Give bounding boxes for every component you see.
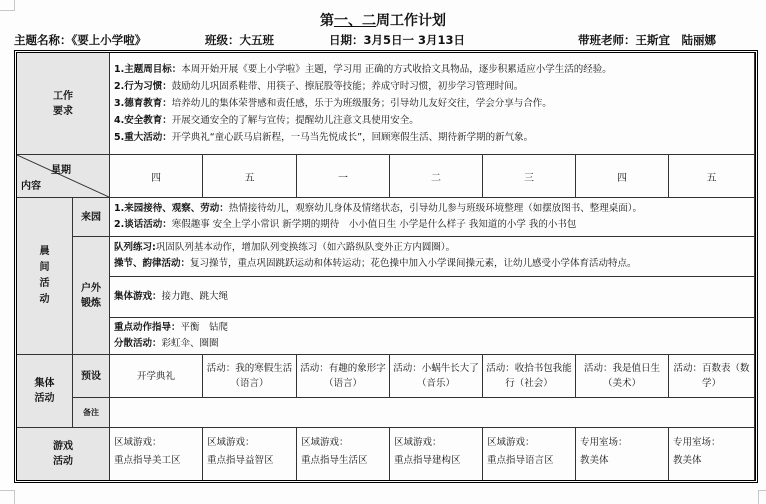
theme-value: 《要上小学啦》	[71, 33, 147, 47]
line-text: 热情接待幼儿，观察幼儿身体及情绪状态，引导幼儿参与班级环境整理（如摆放图书、整理桌面）。	[228, 203, 642, 214]
game-type: 区域游戏：	[301, 437, 349, 448]
group-activity-cell: 活动：我是值日生（美术）	[576, 355, 669, 398]
game-type: 区域游戏：	[207, 437, 255, 448]
date-value: 3月5日一 3月13日	[363, 33, 466, 47]
group-activity-cell: 活动：收拾书包我能行（社会）	[483, 355, 576, 398]
weekday-header: 二	[390, 155, 483, 198]
class-value: 大五班	[239, 33, 274, 47]
theme-label: 主题名称：	[14, 33, 72, 47]
content-line	[114, 289, 228, 305]
group-activity-cell: 活动：小蜗牛长大了（音乐）	[390, 355, 483, 398]
date-field	[329, 32, 465, 48]
document-title	[0, 10, 766, 30]
note-content[interactable]	[110, 398, 755, 428]
title-suffix: 周工作计划	[376, 13, 446, 29]
class-field	[205, 32, 274, 48]
game-focus: 重点指导建构区	[394, 455, 461, 466]
game-focus: 重点指导语言区	[487, 455, 554, 466]
content-line	[114, 95, 750, 112]
plan-table	[14, 50, 758, 483]
group-activity-cell: 活动：百数表（数学）	[669, 355, 755, 398]
line-heading: 队列练习:	[114, 242, 156, 253]
crop-mark-bottom-right	[758, 490, 766, 504]
content-line	[114, 61, 750, 78]
weekday-header: 五	[203, 155, 297, 198]
game-focus: 重点指导美工区	[114, 455, 181, 466]
requirements-label: 工作 要求	[17, 53, 110, 155]
week-header-label: 星期	[51, 165, 71, 176]
teacher-field	[578, 32, 716, 48]
line-heading: 2.谈话活动：	[114, 219, 172, 230]
line-text: 培养幼儿的集体荣誉感和责任感，乐于为班级服务；引导幼儿友好交往，学会分享与合作。	[171, 98, 552, 109]
content-line	[114, 78, 750, 95]
game-type: 专用室场：	[580, 437, 628, 448]
line-text: 本周开始开展《要上小学啦》主题，学习用 正确的方式收拾文具物品，逐步积累适应小学生活的经验。	[181, 64, 612, 75]
note-label: 备注	[73, 398, 110, 428]
line-text: 寒假趣事 安全上学小常识 新学期的期待 小小值日生 小学是什么样子 我知道的小学 我的小书包	[171, 219, 577, 230]
game-focus: 教美体	[673, 455, 702, 466]
line-text: 平衡 钻爬	[180, 322, 229, 333]
teacher-label: 带班老师：	[578, 33, 636, 47]
requirements-content	[110, 53, 755, 155]
line-heading: 分散活动：	[114, 338, 162, 349]
line-heading: 3.德育教育：	[114, 98, 172, 109]
line-heading: 重点动作指导：	[114, 322, 181, 333]
weekday-header: 四	[110, 155, 203, 198]
game-type: 区域游戏：	[394, 437, 442, 448]
line-heading: 1.主题周目标：	[114, 64, 182, 75]
game-activity-cell	[669, 428, 755, 480]
line-text: 巩固队列基本动作，增加队列变换练习（如六路纵队变外正方内圆圈）。	[155, 242, 456, 253]
game-activity-cell	[576, 428, 669, 480]
arrival-label: 来园	[73, 198, 110, 237]
content-line	[114, 112, 750, 129]
weekday-header: 四	[576, 155, 669, 198]
line-heading: 2.行为习惯：	[114, 81, 172, 92]
line-heading: 操节、韵律活动：	[114, 258, 191, 269]
group-activity-cell: 活动：有趣的象形字（语言）	[297, 355, 390, 398]
outdoor-block-guidance	[110, 318, 755, 355]
game-activity-cell	[110, 428, 203, 480]
arrival-content	[110, 198, 755, 237]
game-type: 区域游戏：	[487, 437, 535, 448]
game-focus: 教美体	[580, 455, 609, 466]
line-text: 接力跑、跳大绳	[161, 291, 229, 302]
morning-activities-label: 晨 间 活 动	[17, 198, 73, 355]
theme-field	[14, 32, 146, 48]
content-line	[114, 256, 750, 272]
crop-mark-bottom-left	[0, 490, 15, 504]
content-header-label: 内容	[21, 181, 41, 192]
game-type: 专用室场：	[673, 437, 721, 448]
content-line	[114, 217, 750, 233]
line-heading: 1.来园接待、观察、劳动：	[114, 203, 229, 214]
date-label: 日期：	[329, 33, 364, 47]
outdoor-block-group-games	[110, 277, 755, 318]
line-heading: 5.重大活动：	[114, 132, 172, 143]
content-line	[114, 336, 750, 352]
game-activities-label: 游戏 活动	[17, 428, 110, 480]
teacher-value: 王斯宜 陆丽娜	[635, 33, 716, 47]
title-prefix: 第	[320, 13, 334, 29]
game-focus: 重点指导生活区	[301, 455, 368, 466]
line-text: 开展交通安全的了解与宣传；提醒幼儿注意文具使用安全。	[171, 115, 419, 126]
weekday-header: 一	[297, 155, 390, 198]
line-text: 开学典礼“童心跃马启新程，一马当先悦成长”，回顾寒假生活、期待新学期的新气象。	[171, 132, 534, 143]
preset-label: 预设	[73, 355, 110, 398]
game-activity-cell	[390, 428, 483, 480]
class-label: 班级：	[205, 33, 240, 47]
content-line	[114, 320, 750, 336]
game-type: 区域游戏：	[114, 437, 162, 448]
group-activities-label: 集体 活动	[17, 355, 73, 428]
outdoor-block-drills	[110, 237, 755, 277]
group-activity-cell: 开学典礼	[110, 355, 203, 398]
game-activity-cell	[483, 428, 576, 480]
content-line	[114, 201, 750, 217]
weekday-header: 五	[669, 155, 755, 198]
line-text: 彩虹伞、圈圈	[161, 338, 219, 349]
line-heading: 4.安全教育：	[114, 115, 172, 126]
game-activity-cell	[203, 428, 297, 480]
game-focus: 重点指导益智区	[207, 455, 274, 466]
line-text: 复习操节，重点巩固跳跃运动和体转运动；花色操中加入小学课间操元素，让幼儿感受小学体育活动特点。	[190, 258, 637, 269]
line-text: 鼓励幼儿巩固系鞋带、用筷子、擦屁股等技能；养成守时习惯，初步学习管理时间。	[171, 81, 524, 92]
weekday-header: 三	[483, 155, 576, 198]
game-activity-cell	[297, 428, 390, 480]
title-weeks: 一、二	[334, 13, 376, 29]
content-line	[114, 129, 750, 146]
header-corner-cell	[17, 155, 110, 198]
line-heading: 集体游戏：	[114, 291, 162, 302]
outdoor-exercise-label: 户外 锻炼	[73, 237, 110, 355]
content-line	[114, 240, 750, 256]
group-activity-cell: 活动：我的寒假生活（语言）	[203, 355, 297, 398]
